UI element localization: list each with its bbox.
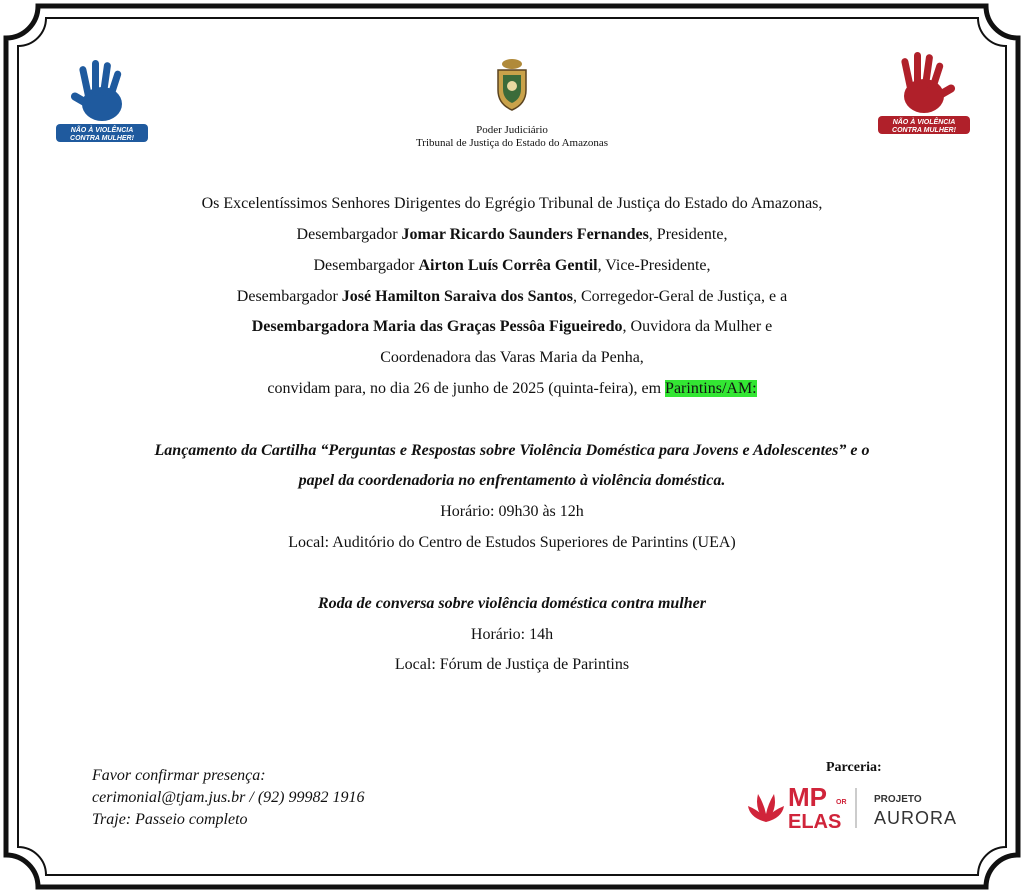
header-line-2: Tribunal de Justiça do Estado do Amazonas [415, 137, 609, 149]
partner-label: Parceria: [826, 760, 882, 775]
mp-text: MP [788, 782, 827, 812]
event1-place: Local: Auditório do Centro de Estudos Superiores de Parintins (UEA) [288, 534, 736, 551]
invite-line-4: Desembargador José Hamilton Saraiva dos Santos, Corregedor-Geral de Justiça, e a [236, 288, 788, 305]
court-crest-icon [492, 56, 532, 112]
event1-time: Horário: 09h30 às 12h [440, 503, 584, 520]
event2-title: Roda de conversa sobre violência doméstica contra mulher [318, 595, 706, 612]
right-logo-text-2: CONTRA MULHER! [892, 127, 956, 134]
elas-text: ELAS [788, 811, 842, 832]
partner-logos [748, 780, 978, 832]
contact-info[interactable]: cerimonial@tjam.jus.br / (92) 99982 1916 [92, 789, 365, 806]
left-logo-text-2: CONTRA MULHER! [70, 135, 134, 142]
invite-line-5: Desembargadora Maria das Graças Pessôa Figueiredo, Ouvidora da Mulher e [251, 318, 773, 335]
event1-title-line-2: papel da coordenadoria no enfrentamento à violência doméstica. [298, 472, 726, 489]
dress-code: Traje: Passeio completo [92, 811, 248, 828]
event2-place: Local: Fórum de Justiça de Parintins [394, 656, 630, 673]
invite-line-3: Desembargador Airton Luís Corrêa Gentil, Vice-Presidente, [313, 257, 711, 274]
invite-line-7: convidam para, no dia 26 de junho de 2025 (quinta-feira), em Parintins/AM: [267, 380, 757, 397]
corregedor-name: José Hamilton Saraiva dos Santos [341, 288, 573, 305]
invite-line-6: Coordenadora das Varas Maria da Penha, [380, 349, 644, 366]
event2-time: Horário: 14h [470, 626, 554, 643]
ouvidora-name: Desembargadora Maria das Graças Pessôa Figueiredo [251, 318, 623, 335]
invite-line-2: Desembargador Jomar Ricardo Saunders Fernandes, Presidente, [296, 226, 728, 243]
left-logo-text-1: NÃO À VIOLÊNCIA [70, 127, 134, 134]
right-logo-text-1: NÃO À VIOLÊNCIA [892, 119, 956, 126]
highlighted-place: Parintins/AM: [665, 380, 757, 397]
invite-line-1: Os Excelentíssimos Senhores Dirigentes do Egrégio Tribunal de Justiça do Estado do Amazonas, [201, 195, 823, 212]
vice-president-name: Airton Luís Corrêa Gentil [418, 257, 598, 274]
projeto-text: PROJETO [874, 794, 922, 805]
mp-or-text: OR [836, 799, 847, 806]
confirm-presence: Favor confirmar presença: [92, 767, 266, 784]
aurora-text: AURORA [874, 808, 958, 828]
flower-icon [748, 794, 784, 822]
event1-title-line-1: Lançamento da Cartilha “Perguntas e Respostas sobre Violência Doméstica para Jovens e Adolescentes” e o [154, 442, 870, 459]
president-name: Jomar Ricardo Saunders Fernandes [401, 226, 649, 243]
header-line-1: Poder Judiciário [476, 124, 548, 136]
